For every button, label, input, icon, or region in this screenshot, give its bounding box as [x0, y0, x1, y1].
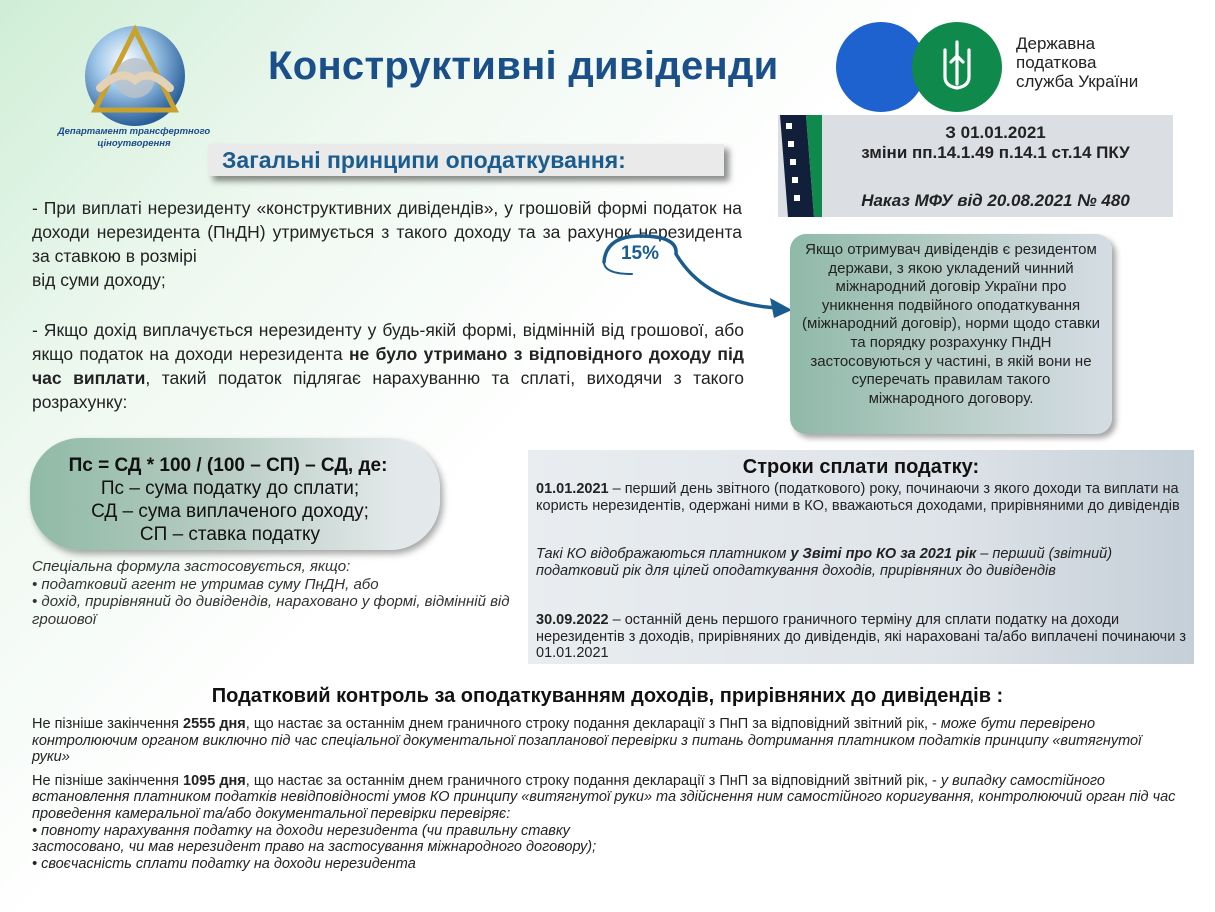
- globe-hands-icon: [60, 18, 210, 128]
- control-days: 2555 дня: [183, 716, 246, 732]
- terms-emphasis: у Звіті про КО за 2021 рік: [790, 546, 977, 562]
- list-item: • своєчасність сплати податку на доходи нерезидента: [32, 855, 416, 872]
- control-section: [32, 716, 1182, 879]
- paragraph-end: , такий податок підлягає нарахуванню та сплаті, виходячи з такого розрахунку:: [32, 368, 744, 412]
- list-item: застосовано, чи мав нерезидент право на застосування міжнародного договору);: [32, 839, 597, 856]
- special-formula-conditions: [32, 558, 552, 628]
- tax-service-emblem-icon: [835, 22, 1015, 112]
- formula-legend: СП – ставка податку: [139, 524, 321, 545]
- control-text-italic: у випадку самостійного встановлення платником податків невідповідності умов КО принципу «витягнутої руки» та здійснення ним самостійного коригування, контролюючий орган під час проведення камеральної та/або документальної перевірки перевіряє:: [32, 772, 1176, 822]
- terms-paragraph: [536, 546, 1186, 579]
- control-text: , що настає за останнім днем граничного строку подання декларації з ПнП за відповідний звітний рік, -: [245, 772, 937, 789]
- terms-paragraph: [536, 612, 1186, 662]
- terms-text: Такі КО відображаються платником: [536, 546, 791, 562]
- control-block: [32, 773, 1182, 873]
- tax-service-name-line: податкова: [1016, 53, 1097, 72]
- terms-text: – перший (звітний) податковий рік для цілей оподаткування доходів, прирівняних до дивідендів: [536, 546, 1113, 579]
- resident-note-box: Якщо отримувач дивідендів є резидентом держави, з якою укладений чинний міжнародний договір України про уникнення подвійного оподаткування (міжнародний договір), норми щодо ставки та порядку розрахунку ПнДН застосовуються у частині, в якій вони не суперечать правилам такого міжнародного договору.: [790, 234, 1112, 434]
- paragraph-start: - Якщо дохід виплачується нерезиденту у будь-якій формі, відмінній від грошової, або якщо податок на доходи нерезидента: [32, 320, 744, 364]
- section-subtitle: Загальні принципи оподаткування:: [208, 144, 724, 176]
- paragraph-text: - При виплаті нерезиденту «конструктивних дивідендів», у грошовій формі податок на доходи нерезидента (ПнДН) утримується з такого доходу та за рахунок нерезидента за ставкою в розмірі: [32, 198, 742, 266]
- tax-service-name-line: служба України: [1016, 72, 1139, 91]
- formula-equation: Пс = СД * 100 / (100 – СП) – СД, де:: [68, 455, 388, 476]
- terms-paragraph: [536, 481, 1186, 514]
- tax-rate-badge: 15%: [620, 243, 660, 264]
- control-days: 1095 дня: [183, 772, 246, 789]
- terms-date: 01.01.2021: [536, 481, 609, 497]
- department-name: Департамент трансфертного ціноутворення: [57, 126, 211, 149]
- control-text-italic: може бути перевірено контролюючим органом виключно під час спеціальної документальної позапланової перевірки з питань дотримання платником податків принципу «витягнутої руки»: [32, 716, 1142, 766]
- page-title: Конструктивні дивіденди: [268, 44, 779, 88]
- banner-order: Наказ МФУ від 20.08.2021 № 480: [861, 191, 1130, 210]
- formula-legend: Пс – сума податку до сплати;: [100, 478, 360, 499]
- list-item: • дохід, прирівняний до дивідендів, нараховано у формі, відмінній від грошової: [32, 593, 510, 628]
- arrow-icon: [596, 232, 796, 332]
- paragraph-non-cash: [32, 318, 744, 414]
- terms-date: 30.09.2022: [536, 612, 609, 628]
- film-strip-icon: [780, 115, 822, 217]
- paragraph-emphasis: не було утримано з відповідного доходу під час виплати: [32, 344, 744, 388]
- formula-box: [30, 438, 440, 550]
- date-banner: [778, 115, 1173, 217]
- formula-legend: СД – сума виплаченого доходу;: [91, 501, 369, 522]
- terms-text: – перший день звітного (податкового) року, починаючи з якого доходи та виплати на користь нерезидентів, одержані ними в КО, вважаються доходами, прирівняними до дивідендів: [536, 481, 1180, 514]
- control-text: , що настає за останнім днем граничного строку подання декларації з ПнП за відповідний звітний рік, -: [245, 716, 937, 732]
- terms-title: Строки сплати податку:: [742, 456, 980, 478]
- terms-text: – останній день першого граничного терміну для сплати податку на доходи нерезидентів з доходів, прирівняних до дивідендів, які нараховані та/або виплачені починаючи з 01.01.2021: [536, 612, 1186, 662]
- payment-terms-box: [528, 450, 1194, 664]
- paragraph-tail: від суми доходу;: [32, 270, 166, 290]
- control-title: Податковий контроль за оподаткуванням доходів, прирівняних до дивідендів :: [211, 685, 1004, 707]
- control-block: [32, 716, 1182, 766]
- tax-service-name-line: Державна: [1016, 34, 1096, 53]
- banner-date: З 01.01.2021: [945, 123, 1046, 142]
- department-logo: [57, 18, 211, 149]
- control-text: Не пізніше закінчення: [32, 716, 184, 732]
- list-item: • податковий агент не утримав суму ПнДН, або: [32, 575, 379, 593]
- special-intro: Спеціальна формула застосовується, якщо:: [32, 558, 351, 575]
- banner-changes: зміни пп.14.1.49 п.14.1 ст.14 ПКУ: [861, 143, 1130, 162]
- list-item: • повноту нарахування податку на доходи нерезидента (чи правильну ставку: [32, 822, 570, 839]
- control-text: Не пізніше закінчення: [32, 772, 184, 789]
- tax-service-name: [1016, 34, 1138, 91]
